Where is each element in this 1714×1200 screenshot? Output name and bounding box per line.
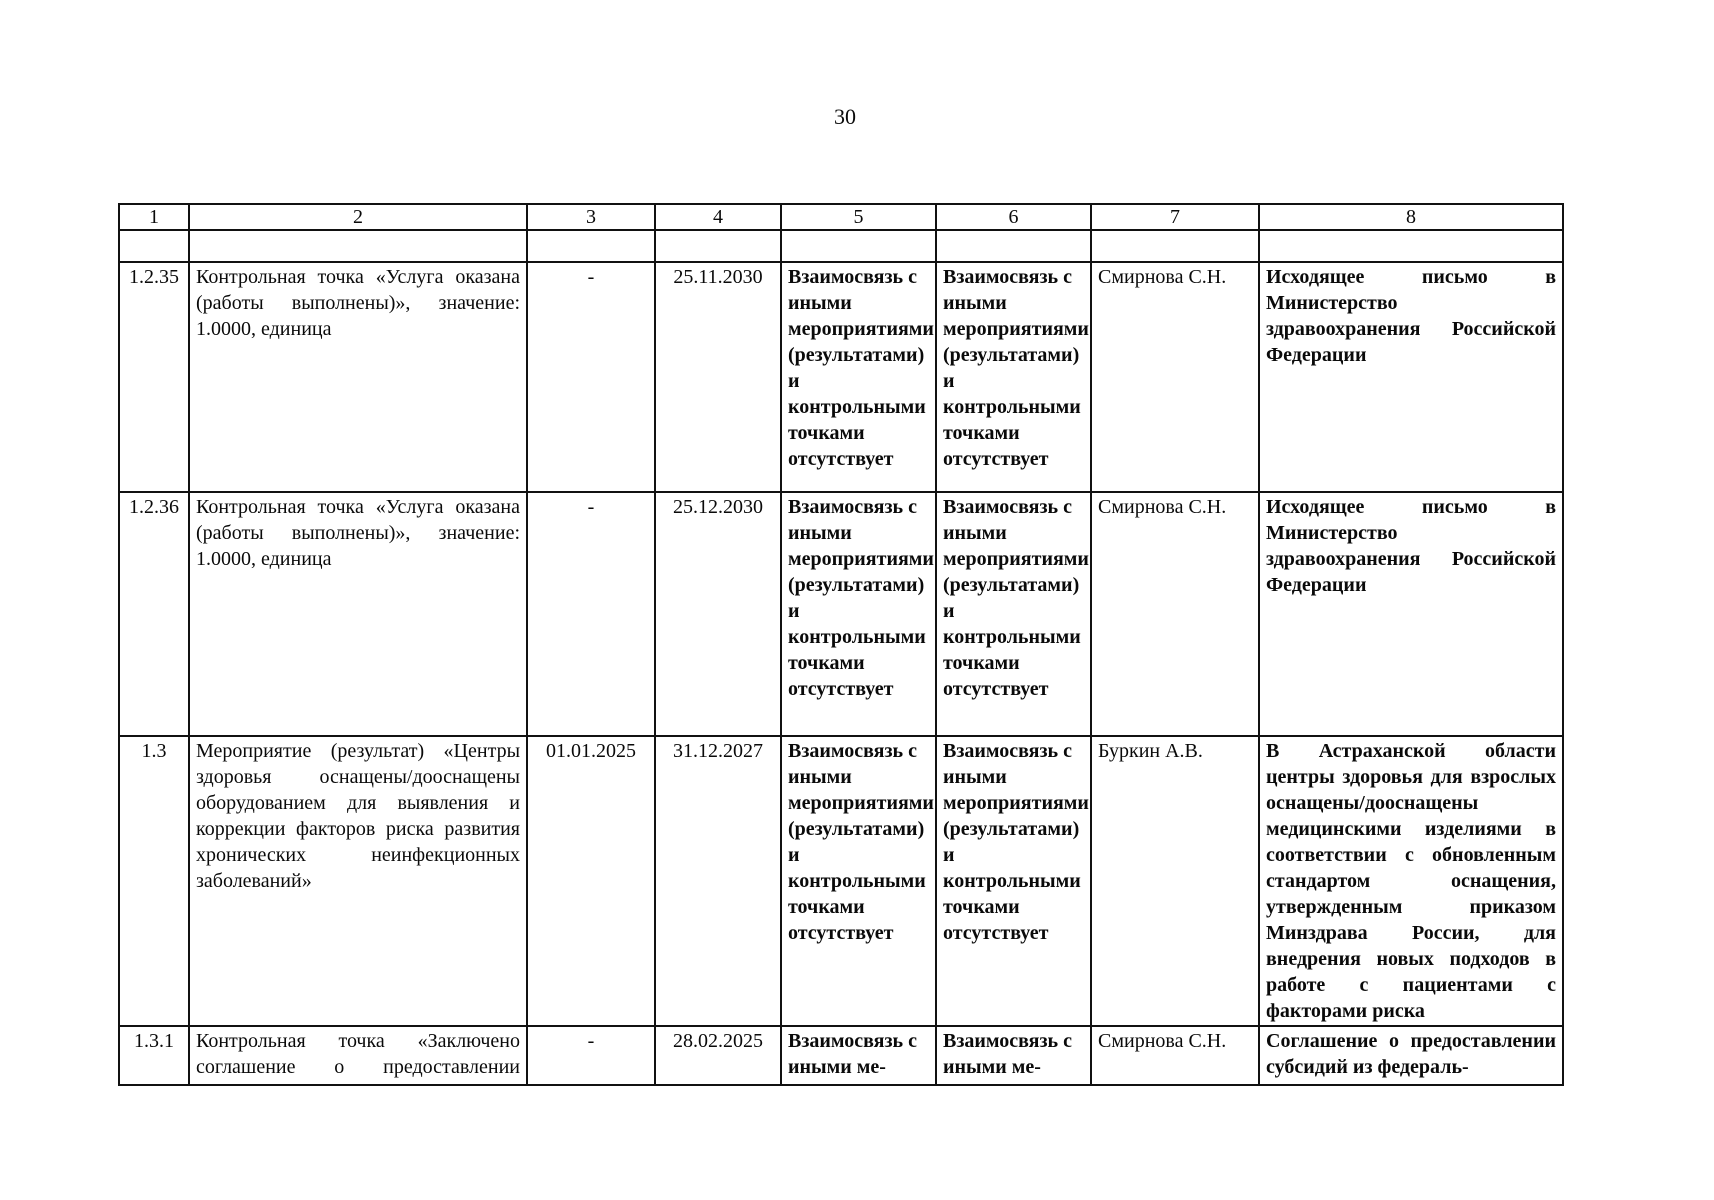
table-row [119,736,1563,1026]
plan-table [118,203,1564,1086]
row-start-date: - [527,262,655,492]
empty-cell [119,230,189,262]
row-relationship-predecessors: Взаимосвязь с иными ме- [781,1026,936,1085]
column-number: 1 [119,204,189,230]
empty-cell [936,230,1091,262]
column-number-row [119,204,1563,230]
table-row [119,1026,1563,1085]
row-relationship-predecessors: Взаимосвязь с иными мероприятиями (результатами) и контрольными точками отсутствует [781,492,936,736]
table-row [119,492,1563,736]
row-relationship-predecessors: Взаимосвязь с иными мероприятиями (результатами) и контрольными точками отсутствует [781,736,936,1026]
row-responsible: Смирнова С.Н. [1091,492,1259,736]
column-number: 2 [189,204,527,230]
empty-cell [1259,230,1563,262]
page-number: 30 [834,104,856,129]
row-relationship-successors: Взаимосвязь с иными мероприятиями (результатами) и контрольными точками отсутствует [936,736,1091,1026]
column-number: 6 [936,204,1091,230]
row-end-date: 25.12.2030 [655,492,781,736]
row-relationship-predecessors: Взаимосвязь с иными мероприятиями (результатами) и контрольными точками отсутствует [781,262,936,492]
row-number: 1.3.1 [119,1026,189,1085]
row-description-text: Контрольная точка «Заключено соглашение о предоставлении [196,1030,520,1078]
row-description: Мероприятие (результат) «Центры здоровья оснащены/дооснащены оборудованием для выявления и коррекции факторов риска развития хронических неинфекционных заболеваний» [189,736,527,1026]
row-relationship-successors: Взаимосвязь с иными мероприятиями (результатами) и контрольными точками отсутствует [936,262,1091,492]
row-end-date: 31.12.2027 [655,736,781,1026]
column-number: 3 [527,204,655,230]
column-number: 5 [781,204,936,230]
row-number: 1.3 [119,736,189,1026]
empty-cell [655,230,781,262]
row-document: В Астраханской области центры здоровья для взрослых оснащены/дооснащены медицинскими изделиями в соответствии с обновленным стандартом оснащения, утвержденным приказом Минздрава России, для внедрения новых подходов в работе с пациентами с факторами риска [1259,736,1563,1026]
row-description [189,1026,527,1085]
row-document: Исходящее письмо в Министерство здравоохранения Российской Федерации [1259,492,1563,736]
row-document: Соглашение о предоставлении субсидий из федераль- [1259,1026,1563,1085]
row-start-date: - [527,492,655,736]
column-number: 4 [655,204,781,230]
column-number: 7 [1091,204,1259,230]
row-description: Контрольная точка «Услуга оказана (работы выполнены)», значение: 1.0000, единица [189,492,527,736]
empty-cell [1091,230,1259,262]
empty-cell [189,230,527,262]
empty-cell [781,230,936,262]
empty-header-row [119,230,1563,262]
empty-cell [527,230,655,262]
row-responsible: Смирнова С.Н. [1091,262,1259,492]
row-description: Контрольная точка «Услуга оказана (работы выполнены)», значение: 1.0000, единица [189,262,527,492]
row-responsible: Буркин А.В. [1091,736,1259,1026]
row-start-date: - [527,1026,655,1085]
table-row [119,262,1563,492]
column-number: 8 [1259,204,1563,230]
row-relationship-successors: Взаимосвязь с иными ме- [936,1026,1091,1085]
row-document: Исходящее письмо в Министерство здравоохранения Российской Федерации [1259,262,1563,492]
row-number: 1.2.36 [119,492,189,736]
row-responsible: Смирнова С.Н. [1091,1026,1259,1085]
row-end-date: 28.02.2025 [655,1026,781,1085]
row-number: 1.2.35 [119,262,189,492]
row-relationship-successors: Взаимосвязь с иными мероприятиями (результатами) и контрольными точками отсутствует [936,492,1091,736]
row-start-date: 01.01.2025 [527,736,655,1026]
row-end-date: 25.11.2030 [655,262,781,492]
